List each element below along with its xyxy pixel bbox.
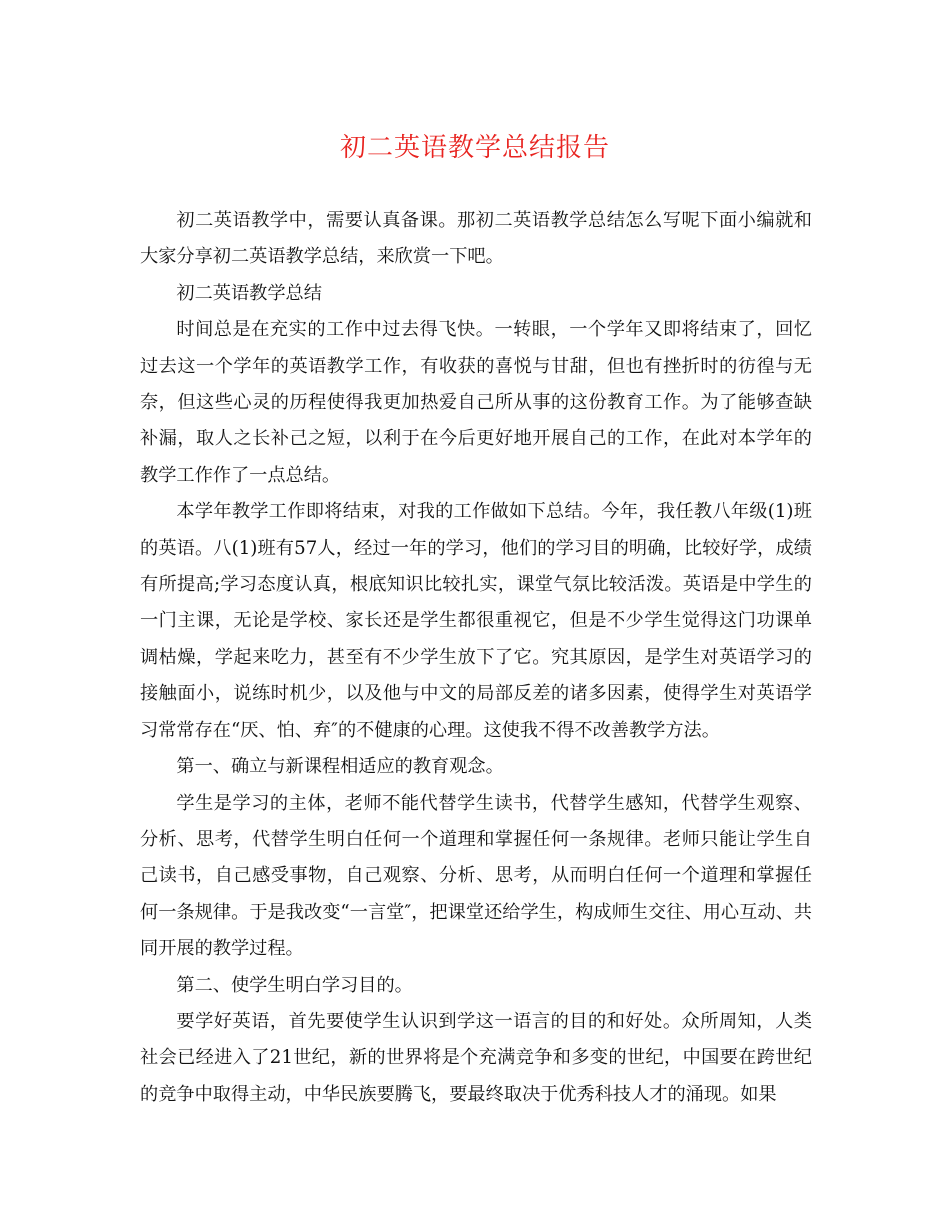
paragraph-point-two-heading: 第二、使学生明白学习目的。: [176, 974, 413, 996]
paragraph-reflection: 时间总是在充实的工作中过去得飞快。一转眼，一个学年又即将结束了，回忆过去这一个学年的英语教学工作，有收获的喜悦与甘甜，但也有挫折时的彷徨与无奈，但这些心灵的历程使得我更加热爱自己所从事的这份教育工作。为了能够查缺补漏，取人之长补己之短，以利于在今后更好地开展自己的工作，在此对本学年的教学工作作了一点总结。: [140, 319, 812, 486]
document-title: 初二英语教学总结报告: [339, 133, 610, 163]
paragraph-point-one-body: 学生是学习的主体，老师不能代替学生读书，代替学生感知，代替学生观察、分析、思考，代替学生明白任何一个道理和掌握任何一条规律。老师只能让学生自己读书，自己感受事物，自己观察、分析、思考，从而明白任何一个道理和掌握任何一条规律。于是我改变“一言堂″，把课堂还给学生，构成师生交往、用心互动、共同开展的教学过程。: [140, 792, 812, 960]
paragraph-point-one-heading: 第一、确立与新课程相适应的教育观念。: [176, 756, 504, 778]
paragraph-subheading: 初二英语教学总结: [176, 282, 322, 304]
paragraph-intro: 初二英语教学中，需要认真备课。那初二英语教学总结怎么写呢下面小编就和大家分享初二英语教学总结，来欣赏一下吧。: [140, 210, 812, 268]
paragraph-class-overview: 本学年教学工作即将结束，对我的工作做如下总结。今年，我任教八年级(1)班的英语。八(1)班有57人，经过一年的学习，他们的学习目的明确，比较好学，成绩有所提高;学习态度认真，根底知识比较扎实，课堂气氛比较活泼。英语是中学生的一门主课，无论是学校、家长还是学生都很重视它，但是不少学生觉得这门功课单调枯燥，学起来吃力，甚至有不少学生放下了它。究其原因，是学生对英语学习的接触面小，说练时机少，以及他与中文的局部反差的诸多因素，使得学生对英语学习常常存在“厌、怕、弃″的不健康的心理。这使我不得不改善教学方法。: [140, 501, 812, 741]
document-body: [140, 203, 812, 1113]
paragraph-point-two-body: 要学好英语，首先要使学生认识到学这一语言的目的和好处。众所周知，人类社会已经进入了21世纪，新的世界将是个充满竞争和多变的世纪，中国要在跨世纪的竞争中取得主动，中华民族要腾飞，要最终取决于优秀科技人才的涌现。如果: [140, 1010, 812, 1105]
